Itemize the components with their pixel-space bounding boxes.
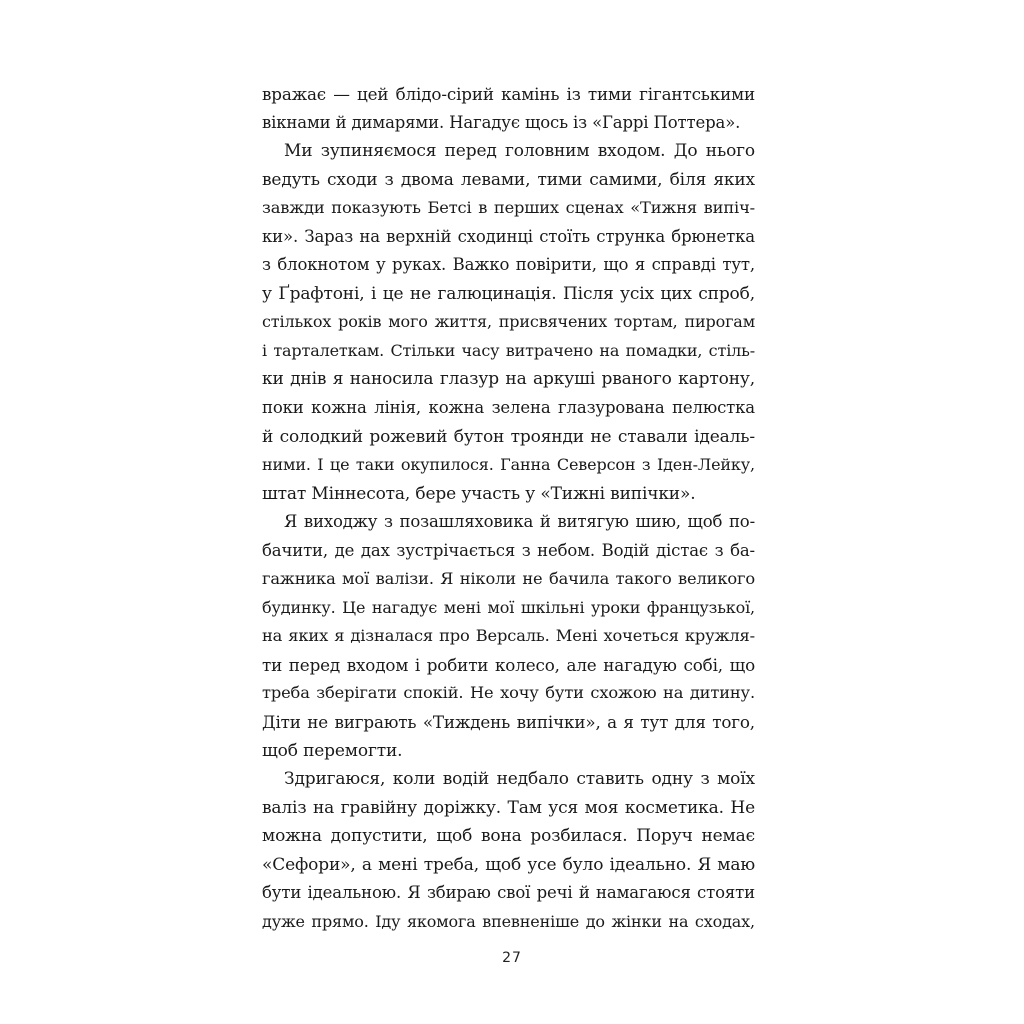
text-line: ки днів я наносила глазур на аркуші рваного картону, <box>262 369 755 390</box>
text-line: ти перед входом і робити колесо, але нагадую собі, що <box>262 654 755 675</box>
text-line: дуже прямо. Іду якомога впевненіше до жінки на сходах, <box>262 911 755 931</box>
text-line: і тарталеткам. Стільки часу витрачено на помадки, стіль- <box>262 340 755 360</box>
text-line: щоб перемогти. <box>262 740 403 761</box>
text-line: у Ґрафтоні, і це не галюцинація. Після усіх цих спроб, <box>262 283 755 304</box>
text-line: з блокнотом у руках. Важко повірити, що я справді тут, <box>262 255 755 275</box>
text-line: Діти не виграють «Тиждень випічки», а я тут для того, <box>262 712 755 733</box>
text-line: бачити, де дах зустрічається з небом. Водій дістає з ба- <box>262 540 755 560</box>
text-line: штат Міннесота, бере участь у «Тижні випічки». <box>262 483 696 504</box>
text-line: поки кожна лінія, кожна зелена глазурована пелюстка <box>262 398 755 418</box>
page-number: 27 <box>502 950 522 966</box>
text-line: й солодкий рожевий бутон троянди не ставали ідеаль- <box>262 426 755 447</box>
text-line: валіз на гравійну доріжку. Там уся моя косметика. Не <box>262 797 755 818</box>
text-line: бути ідеальною. Я збираю свої речі й намагаюся стояти <box>262 883 755 903</box>
text-line: вікнами й димарями. Нагадує щось із «Гаррі Поттера». <box>262 112 741 132</box>
text-line: стількох років мого життя, присвячених тортам, пирогам <box>262 312 755 332</box>
text-line: «Сефори», а мені треба, щоб усе було ідеально. Я маю <box>262 854 755 875</box>
text-line: можна допустити, щоб вона розбилася. Поруч немає <box>262 826 755 847</box>
text-line: треба зберігати спокій. Не хочу бути схожою на дитину. <box>262 683 755 703</box>
text-line: на яких я дізналася про Версаль. Мені хочеться кружля- <box>262 626 755 646</box>
text-line: ки». Зараз на верхній сходинці стоїть струнка брюнетка <box>262 226 755 246</box>
text-line: гажника мої валізи. Я ніколи не бачила такого великого <box>262 569 755 589</box>
text-line: будинку. Це нагадує мені мої шкільні уроки французької, <box>262 597 755 617</box>
text-line: Здригаюся, коли водій недбало ставить одну з моїх <box>284 769 755 790</box>
text-line: Я виходжу з позашляховика й витягую шию, щоб по- <box>284 512 755 532</box>
text-line: вражає — цей блідо-сірий камінь із тими гігантськими <box>262 84 755 104</box>
text-line: ними. І це таки окупилося. Ганна Северсон з Іден-Лейку, <box>262 455 755 475</box>
body-text <box>262 80 755 936</box>
text-line: завжди показують Бетсі в перших сценах «Тижня випіч- <box>262 198 755 218</box>
text-line: Ми зупиняємося перед головним входом. До нього <box>284 141 755 162</box>
text-line: ведуть сходи з двома левами, тими самими, біля яких <box>262 169 755 190</box>
